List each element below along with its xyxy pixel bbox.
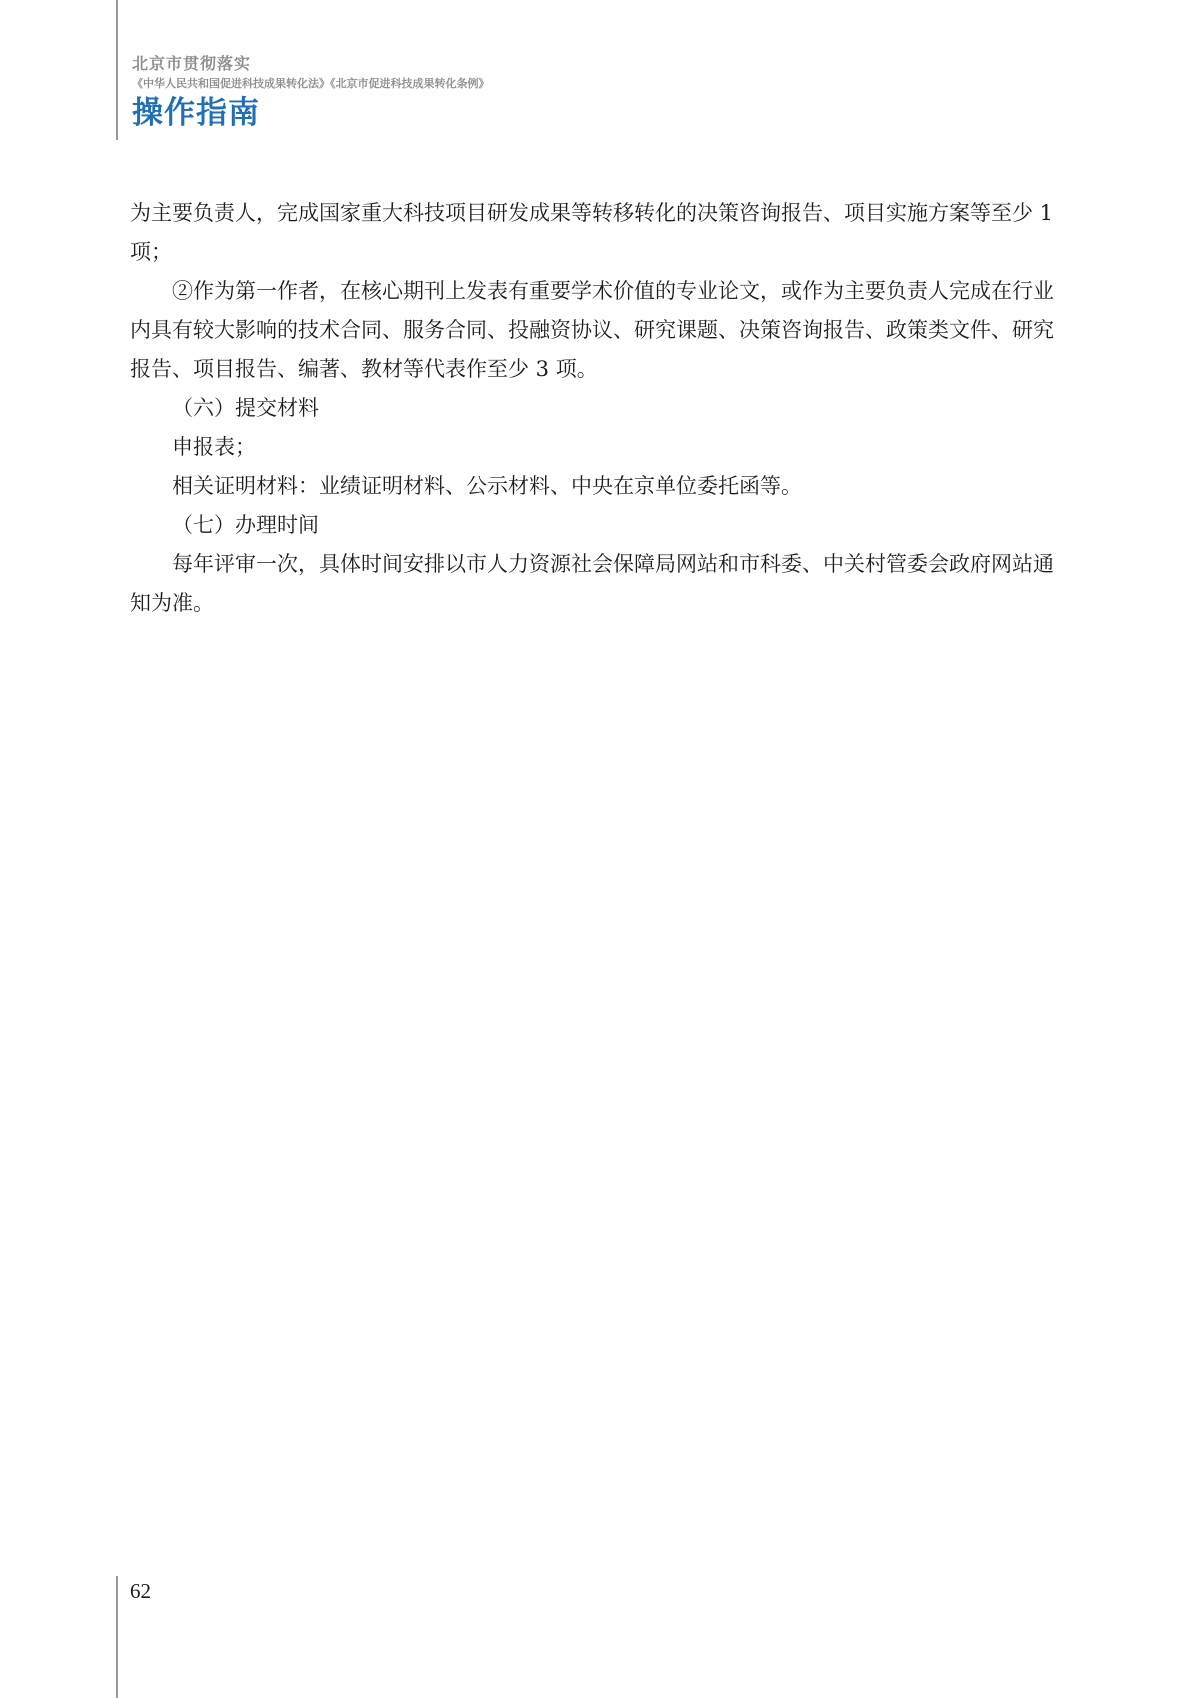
paragraph-review-schedule: 每年评审一次，具体时间安排以市人力资源社会保障局网站和市科委、中关村管委会政府网站通知为准。 — [130, 552, 1054, 615]
page-number: 62 — [130, 1579, 151, 1603]
section-heading-materials: （六）提交材料 — [172, 396, 319, 420]
body-text — [130, 194, 1074, 623]
paragraph-application-form: 申报表； — [172, 435, 256, 459]
running-header — [132, 54, 832, 132]
section-heading-processing-time: （七）办理时间 — [172, 513, 319, 537]
paragraph-continuation: 为主要负责人，完成国家重大科技项目研发成果等转移转化的决策咨询报告、项目实施方案等至少 1 项； — [130, 201, 1054, 264]
margin-rule-bottom — [116, 1576, 118, 1698]
margin-rule-top — [116, 0, 118, 140]
header-subtitle: 北京市贯彻落实 — [132, 54, 252, 73]
paragraph-supporting-materials: 相关证明材料：业绩证明材料、公示材料、中央在京单位委托函等。 — [172, 474, 802, 498]
paragraph-item-2: ②作为第一作者，在核心期刊上发表有重要学术价值的专业论文，或作为主要负责人完成在行业内具有较大影响的技术合同、服务合同、投融资协议、研究课题、决策咨询报告、政策类文件、研究报告、项目报告、编著、教材等代表作至少 3 项。 — [130, 279, 1054, 381]
header-title: 操作指南 — [132, 95, 260, 131]
header-law-titles: 《中华人民共和国促进科技成果转化法》《北京市促进科技成果转化条例》 — [132, 77, 490, 90]
